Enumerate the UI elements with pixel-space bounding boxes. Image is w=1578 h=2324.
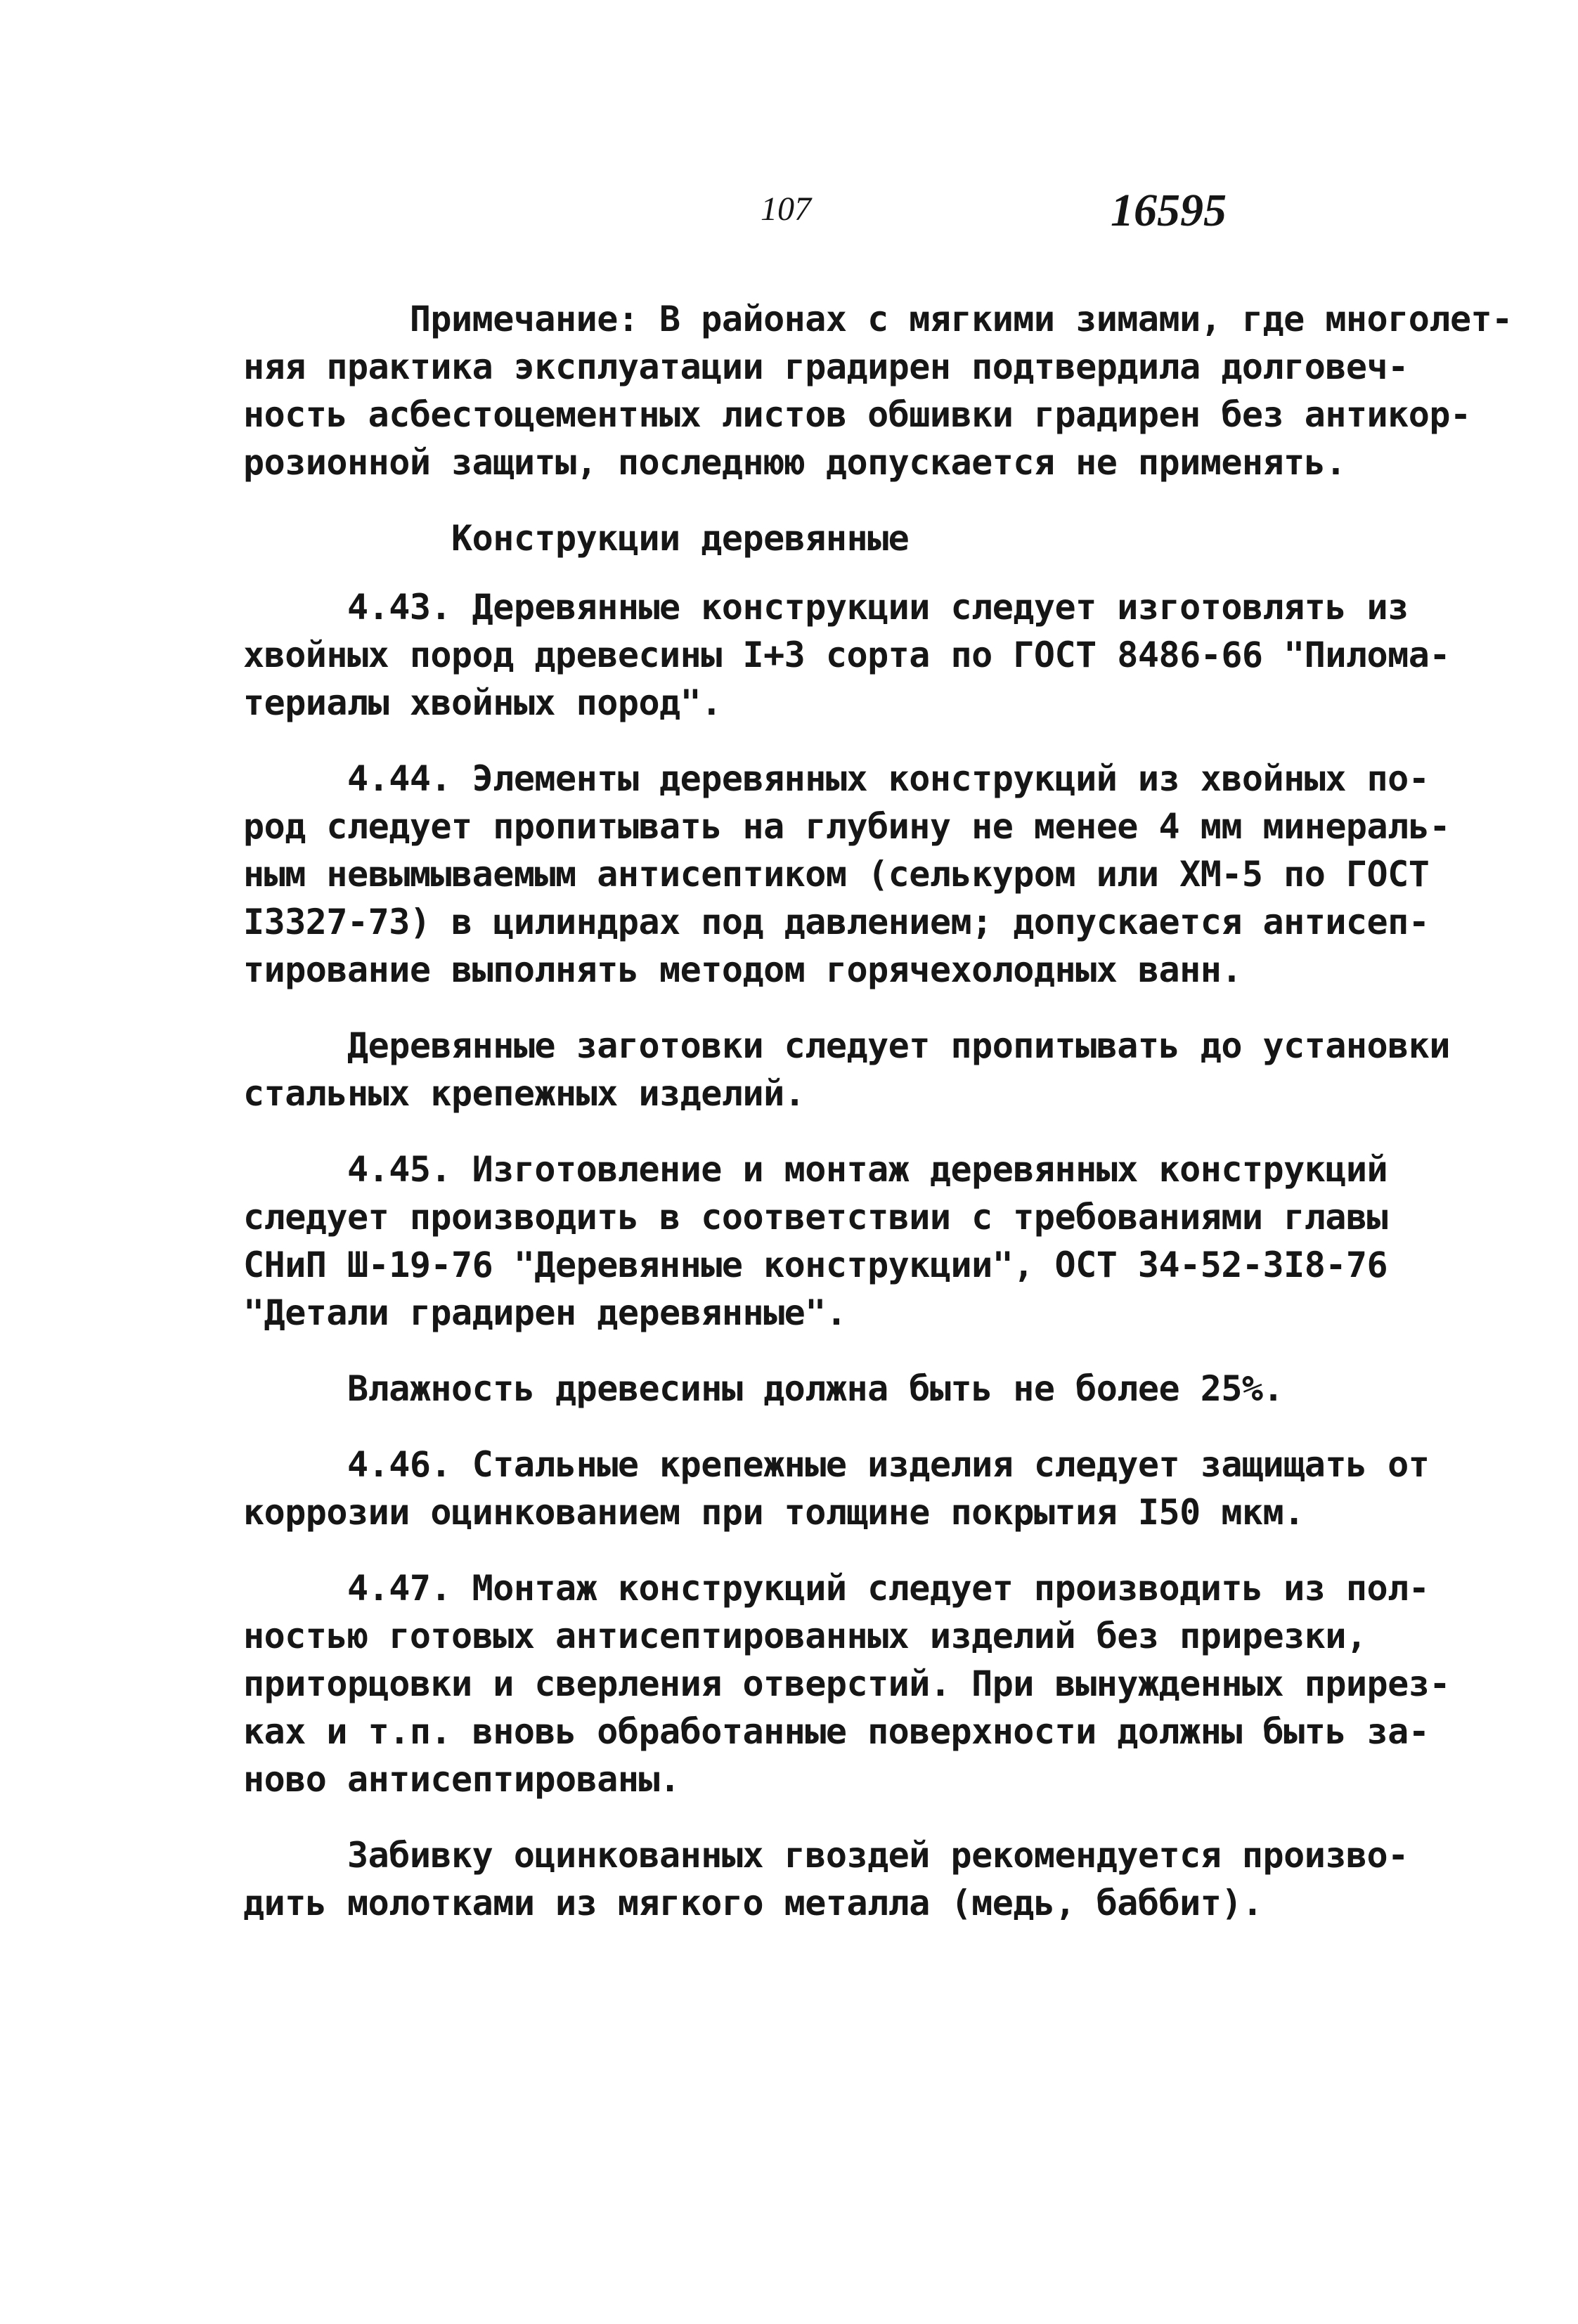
text-line: дить молотками из мягкого металла (медь, баббит). (243, 1883, 1263, 1923)
paragraph-4-45 (243, 1145, 1424, 1337)
text-line: 4.46. Стальные крепежные изделия следует защищать от (243, 1444, 1430, 1485)
text-line: I3327-73) в цилиндрах под давлением; допускается антисеп- (243, 902, 1430, 942)
text-line: 4.44. Элементы деревянных конструкций из хвойных по- (243, 758, 1430, 799)
text-line: 4.45. Изготовление и монтаж деревянных конструкций (243, 1149, 1388, 1190)
note-paragraph (243, 295, 1513, 486)
text-line: няя практика эксплуатации градирен подтвердила долговеч- (243, 346, 1409, 387)
text-line: "Детали градирен деревянные". (243, 1292, 847, 1333)
text-line: ность асбестоцементных листов обшивки градирен без антикор- (243, 394, 1471, 435)
text-line: Забивку оцинкованных гвоздей рекомендуется произво- (243, 1835, 1409, 1876)
text-line: ках и т.п. вновь обработанные поверхности должны быть за- (243, 1711, 1430, 1752)
text-line: следует производить в соответствии с требованиями главы (243, 1197, 1388, 1238)
paragraph-4-46 (243, 1441, 1430, 1536)
document-code: 16595 (1111, 185, 1227, 236)
text-line: СНиП Ш-19-76 "Деревянные конструкции", ОСТ 34-52-3I8-76 (243, 1245, 1388, 1285)
paragraph-4-44 (243, 755, 1450, 994)
text-line: Примечание: В районах с мягкими зимами, где многолет- (243, 299, 1513, 339)
text-line: Деревянные заготовки следует пропитывать до установки (243, 1025, 1450, 1066)
text-line: розионной защиты, последнюю допускается не применять. (243, 442, 1346, 483)
paragraph-4-47 (243, 1564, 1450, 1803)
paragraph-nails (243, 1831, 1424, 1927)
section-heading: Конструкции деревянные (243, 518, 910, 559)
paragraph-wood-blanks (243, 1022, 1450, 1117)
text-line: коррозии оцинкованием при толщине покрытия I50 мкм. (243, 1492, 1305, 1533)
text-line: род следует пропитывать на глубину не менее 4 мм минераль- (243, 806, 1450, 847)
text-line: приторцовки и сверления отверстий. При вынужденных прирез- (243, 1663, 1450, 1704)
text-line: стальных крепежных изделий. (243, 1073, 806, 1114)
paragraph-moisture (243, 1365, 1424, 1413)
document-body (243, 295, 1513, 1927)
text-line: Влажность древесины должна быть не более 25%. (243, 1368, 1284, 1409)
text-line: ново антисептированы. (243, 1759, 680, 1800)
text-line: ностью готовых антисептированных изделий без прирезки, (243, 1616, 1367, 1656)
text-line: хвойных пород древесины I+3 сорта по ГОСТ 8486-66 "Пилома- (243, 635, 1450, 675)
text-line: тирование выполнять методом горячехолодных ванн. (243, 949, 1242, 990)
text-line: 4.47. Монтаж конструкций следует производить из пол- (243, 1568, 1430, 1609)
paragraph-4-43 (243, 583, 1450, 727)
text-line: 4.43. Деревянные конструкции следует изготовлять из (243, 587, 1409, 628)
text-line: териалы хвойных пород". (243, 682, 722, 723)
text-line: ным невымываемым антисептиком (селькуром или ХМ-5 по ГОСТ (243, 854, 1430, 895)
page-number: 107 (761, 190, 811, 228)
